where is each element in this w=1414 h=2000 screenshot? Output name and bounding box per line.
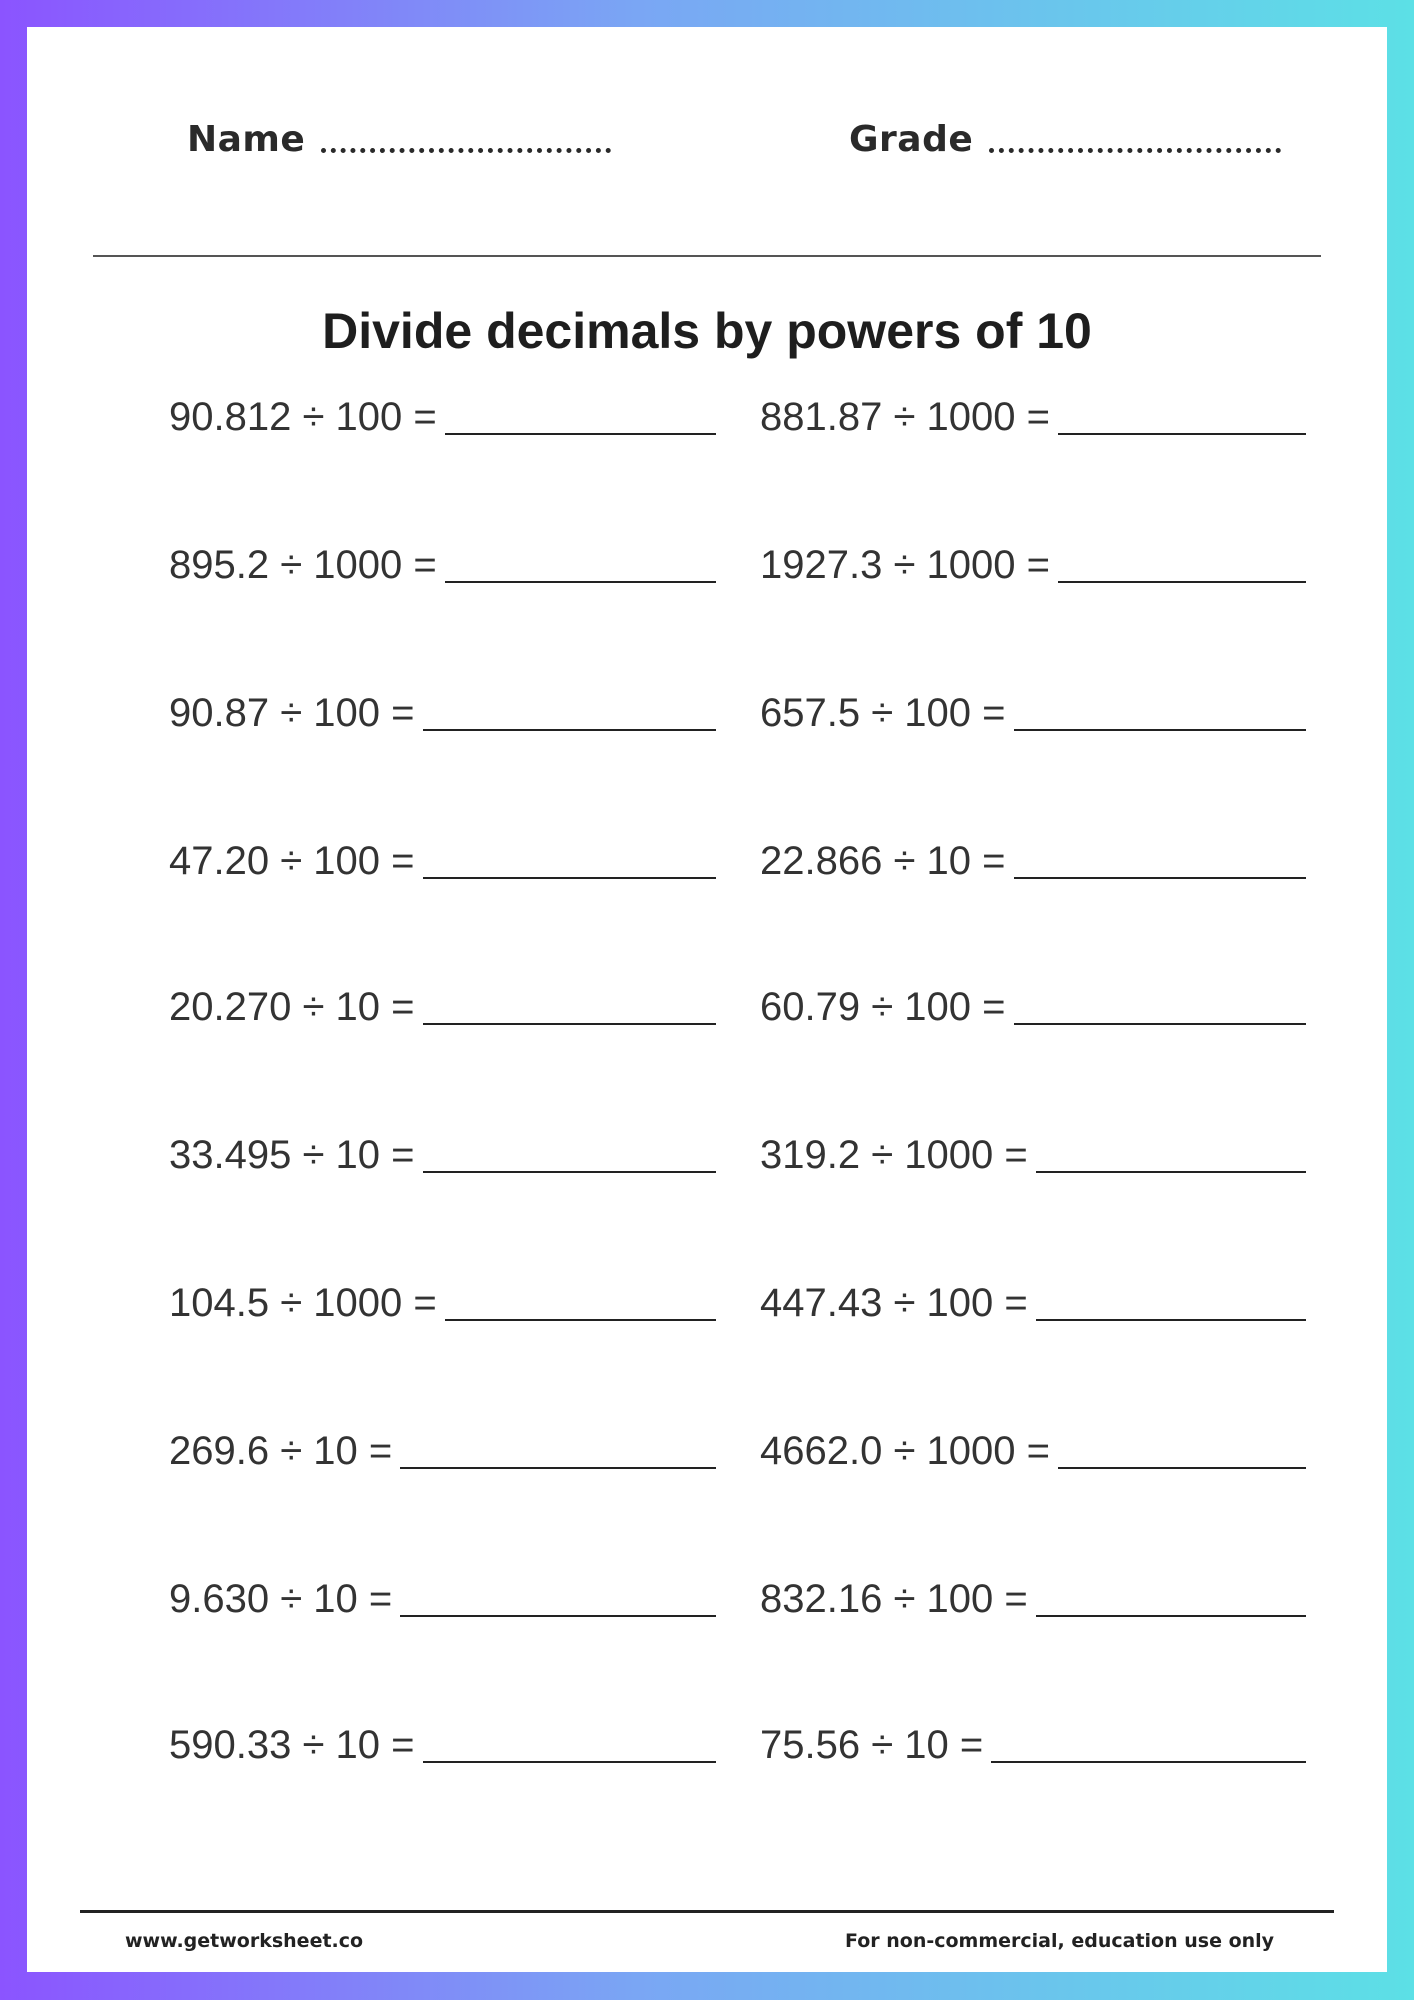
grade-field	[849, 119, 1281, 160]
name-field	[187, 119, 611, 160]
problem-item	[760, 1715, 1306, 1765]
name-label: Name	[187, 119, 306, 160]
problem-text: 90.87 ÷ 100 =	[169, 691, 415, 735]
problem-text: 832.16 ÷ 100 =	[760, 1577, 1028, 1621]
problem-item	[760, 1125, 1306, 1175]
grade-label: Grade	[849, 119, 974, 160]
header-divider	[93, 255, 1321, 257]
footer-license: For non-commercial, education use only	[845, 1930, 1275, 1952]
problem-item	[760, 683, 1306, 733]
problem-item	[169, 977, 716, 1027]
answer-blank[interactable]	[445, 1319, 716, 1321]
problem-item	[169, 683, 716, 733]
worksheet-page	[27, 27, 1387, 1972]
problem-item	[169, 1125, 716, 1175]
name-dotted-line	[321, 148, 611, 153]
problem-text: 60.79 ÷ 100 =	[760, 985, 1006, 1029]
answer-blank[interactable]	[991, 1761, 1306, 1763]
problem-text: 22.866 ÷ 10 =	[760, 839, 1006, 883]
worksheet-title: Divide decimals by powers of 10	[322, 303, 1092, 359]
answer-blank[interactable]	[423, 877, 717, 879]
problem-item	[760, 387, 1306, 437]
problem-text: 20.270 ÷ 10 =	[169, 985, 415, 1029]
answer-blank[interactable]	[423, 729, 717, 731]
answer-blank[interactable]	[445, 581, 716, 583]
answer-blank[interactable]	[423, 1171, 717, 1173]
grade-dotted-line	[989, 148, 1281, 153]
problem-text: 47.20 ÷ 100 =	[169, 839, 415, 883]
problem-item	[760, 831, 1306, 881]
answer-blank[interactable]	[1036, 1319, 1306, 1321]
problem-item	[169, 1273, 716, 1323]
problem-text: 447.43 ÷ 100 =	[760, 1281, 1028, 1325]
problem-item	[760, 1421, 1306, 1471]
problem-item	[169, 1421, 716, 1471]
problem-item	[169, 1715, 716, 1765]
problem-text: 75.56 ÷ 10 =	[760, 1723, 984, 1767]
problem-item	[169, 387, 716, 437]
answer-blank[interactable]	[1058, 433, 1306, 435]
problem-text: 881.87 ÷ 1000 =	[760, 395, 1050, 439]
answer-blank[interactable]	[1036, 1615, 1306, 1617]
answer-blank[interactable]	[423, 1761, 717, 1763]
problem-text: 33.495 ÷ 10 =	[169, 1133, 415, 1177]
footer-website[interactable]: www.getworksheet.co	[125, 1930, 364, 1952]
problem-item	[169, 535, 716, 585]
problem-text: 657.5 ÷ 100 =	[760, 691, 1006, 735]
answer-blank[interactable]	[400, 1615, 716, 1617]
problem-item	[760, 1273, 1306, 1323]
problem-text: 90.812 ÷ 100 =	[169, 395, 437, 439]
problem-text: 1927.3 ÷ 1000 =	[760, 543, 1050, 587]
problem-item	[760, 977, 1306, 1027]
answer-blank[interactable]	[1014, 729, 1307, 731]
problem-text: 9.630 ÷ 10 =	[169, 1577, 393, 1621]
answer-blank[interactable]	[1014, 877, 1307, 879]
problem-text: 895.2 ÷ 1000 =	[169, 543, 437, 587]
answer-blank[interactable]	[400, 1467, 716, 1469]
footer-divider	[80, 1910, 1334, 1913]
problem-text: 319.2 ÷ 1000 =	[760, 1133, 1028, 1177]
problem-item	[760, 535, 1306, 585]
problem-item	[760, 1569, 1306, 1619]
problem-text: 590.33 ÷ 10 =	[169, 1723, 415, 1767]
problem-text: 4662.0 ÷ 1000 =	[760, 1429, 1050, 1473]
answer-blank[interactable]	[445, 433, 716, 435]
answer-blank[interactable]	[1058, 1467, 1306, 1469]
problem-text: 269.6 ÷ 10 =	[169, 1429, 393, 1473]
answer-blank[interactable]	[1058, 581, 1306, 583]
problem-item	[169, 1569, 716, 1619]
problem-item	[169, 831, 716, 881]
problem-text: 104.5 ÷ 1000 =	[169, 1281, 437, 1325]
answer-blank[interactable]	[1036, 1171, 1306, 1173]
answer-blank[interactable]	[1014, 1023, 1307, 1025]
answer-blank[interactable]	[423, 1023, 717, 1025]
